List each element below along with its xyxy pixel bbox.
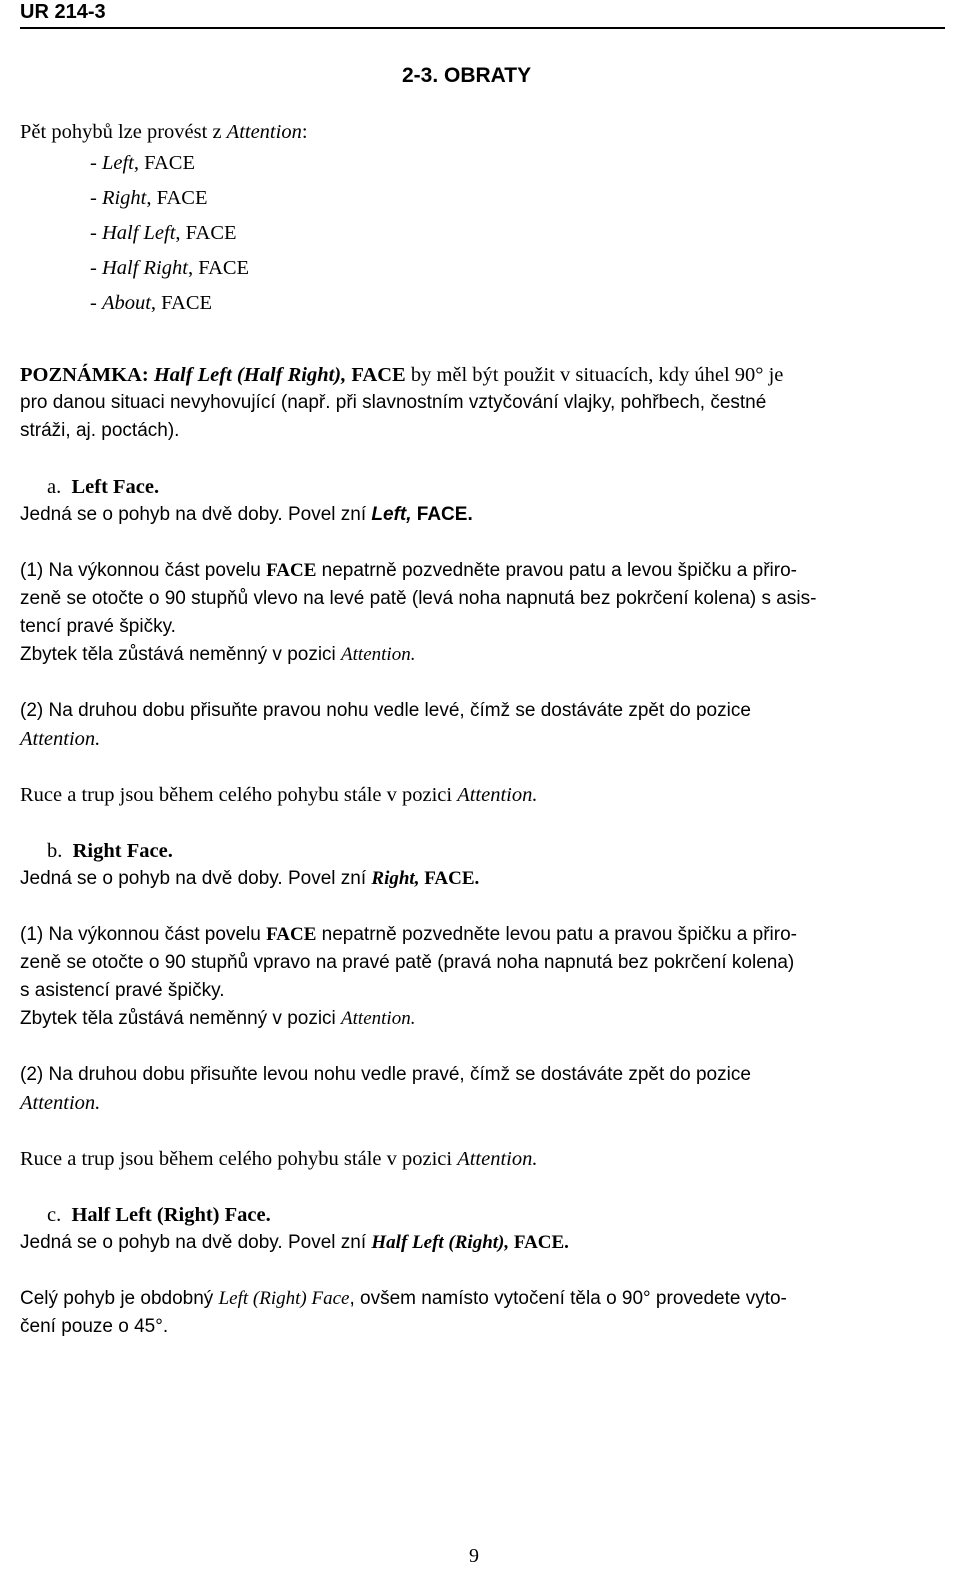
section-half-face: c. Half Left (Right) Face. Jedná se o pohyb na dvě doby. Povel zní Half Left (Right), FACE. Celý pohyb je obdobný Left (Right) Face, ovšem namísto vytočení těla o 90° provedete vyto- čení pouze o 45°.	[20, 1201, 938, 1341]
command-list	[90, 146, 938, 321]
document-code: UR 214-3	[20, 1, 106, 23]
list-item: - Half Right, FACE	[90, 257, 250, 279]
note-block: POZNÁMKA: Half Left (Half Right), FACE by měl být použit v situacích, kdy úhel 90° je pro danou situaci nevyhovující (např. při slavnostním vztyčování vlajky, pohřbech, čestné stráži, aj. poctách).	[20, 364, 784, 441]
document-body	[20, 118, 938, 1341]
subsection-heading: a. Left Face.	[47, 476, 160, 498]
subsection-heading: b. Right Face.	[47, 840, 173, 862]
subsection-heading: c. Half Left (Right) Face.	[47, 1204, 271, 1226]
list-item: - Left, FACE	[90, 152, 195, 174]
section-title: 2-3. OBRATY	[402, 64, 532, 87]
list-item: - Half Left, FACE	[90, 222, 237, 244]
section-left-face: a. Left Face. Jedná se o pohyb na dvě doby. Povel zní Left, FACE. (1) Na výkonnou část povelu FACE nepatrně pozvedněte pravou patu a levou špičku a přiro- zeně se otočte o 90 stupňů vlevo na levé patě (levá noha napnutá bez pokrčení kolena) s asis- tencí pravé špičky. Zbytek těla zůstává neměnný v pozici Attention. (2) Na druhou dobu přisuňte pravou nohu vedle levé, čímž se dostáváte zpět do pozice Attention. Ruce a trup jsou během celého pohybu stále v pozici Attention.	[20, 473, 938, 809]
section-right-face: b. Right Face. Jedná se o pohyb na dvě doby. Povel zní Right, FACE. (1) Na výkonnou část povelu FACE nepatrně pozvedněte levou patu a pravou špičku a přiro- zeně se otočte o 90 stupňů vpravo na pravé patě (pravá noha napnutá bez pokrčení kolena) s asistencí pravé špičky. Zbytek těla zůstává neměnný v pozici Attention. (2) Na druhou dobu přisuňte levou nohu vedle pravé, čímž se dostáváte zpět do pozice Attention. Ruce a trup jsou během celého pohybu stále v pozici Attention.	[20, 837, 938, 1173]
intro-line: Pět pohybů lze provést z Attention:	[20, 121, 308, 143]
list-item: - Right, FACE	[90, 187, 208, 209]
page-header	[20, 0, 945, 29]
page-number: 9	[469, 1545, 479, 1567]
list-item: - About, FACE	[90, 292, 213, 314]
